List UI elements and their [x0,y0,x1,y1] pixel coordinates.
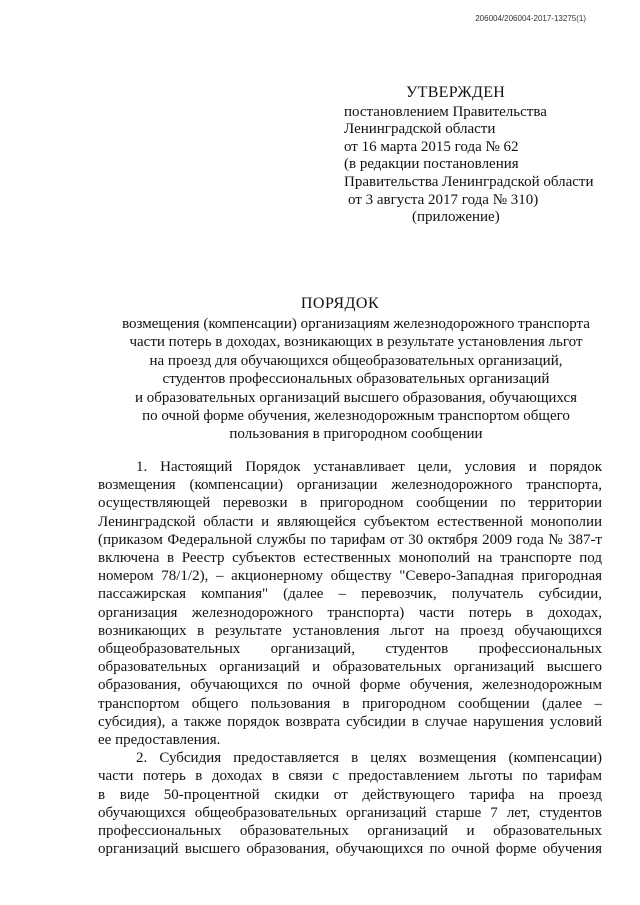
body-line: (приказом Федеральной службы по тарифам от 30 октября 2009 года № 387-т [98,531,602,548]
body-line: пассажирская компания" (далее – перевозчик, получатель субсидии, [98,586,602,603]
body-line: Ленинградской области и являющейся субъектом естественной монополии [98,513,602,530]
subtitle-line: студентов профессиональных образовательных организаций [162,371,550,388]
subtitle-line: пользования в пригородном сообщении [229,426,483,443]
body-line: общеобразовательных организаций, студентов профессиональных [98,641,602,658]
body-line: 2. Субсидия предоставляется в целях возмещения (компенсации) [136,750,602,767]
subtitle-line: части потерь в доходах, возникающих в результате установления льгот [129,334,583,351]
body-line: профессиональных образовательных организаций и образовательных [98,823,602,840]
body-line: части потерь в доходах в связи с предоставлением льготы по тарифам [98,768,602,785]
document-body [98,458,602,858]
body-line: номером 78/1/2), – акционерному обществу "Северо-Западная пригородная [98,568,602,585]
approval-line: от 3 августа 2017 года № 310) [348,191,539,208]
approval-line: (приложение) [412,209,500,226]
body-line: организаций высшего образования, обучающихся по очной форме обучения [98,841,602,858]
approval-line: от 16 марта 2015 года № 62 [344,138,519,155]
body-line: образовательных организаций и образовательных организаций высшего [98,659,602,676]
paragraph-1 [98,458,602,749]
body-line: включена в Реестр субъектов естественных монополий на транспорте под [98,550,602,567]
approval-line: постановлением Правительства [344,103,547,120]
body-line: образования, обучающихся по очной форме обучения, железнодорожным [98,677,602,694]
body-line: организация железнодорожного транспорта) части потерь в доходах, [98,604,602,621]
body-line: осуществляющей перевозки в пригородном сообщении по территории [98,495,602,512]
body-line: ее предоставления. [98,732,221,749]
paragraph-2 [98,749,602,858]
document-id: 206004/206004-2017-13275(1) [475,14,586,23]
subtitle-line: возмещения (компенсации) организациям железнодорожного транспорта [122,316,590,332]
body-line: транспортом общего пользования в пригородном сообщении (далее – [98,695,602,712]
body-line: обучающихся общеобразовательных организаций старше 7 лет, студентов [98,804,602,821]
order-title: ПОРЯДОК [300,295,380,312]
subtitle-line: по очной форме обучения, железнодорожным транспортом общего [142,408,570,425]
order-subtitle [86,315,626,444]
approval-line: Ленинградской области [344,121,496,138]
body-line: возникающих в результате установления льгот на проезд обучающихся [98,622,602,639]
approval-line: Правительства Ленинградской области [344,173,594,190]
approval-title: УТВЕРЖДЕН [406,84,506,101]
subtitle-line: на проезд для обучающихся общеобразовательных организаций, [149,352,563,369]
body-line: возмещения (компенсации) организации железнодорожного транспорта, [98,477,602,494]
approval-line: (в редакции постановления [344,156,519,173]
subtitle-line: и образовательных организаций высшего образования, обучающихся [134,389,578,406]
approval-block [344,84,624,227]
body-line: 1. Настоящий Порядок устанавливает цели, условия и порядок [136,459,602,475]
body-line: субсидия), а также порядок возврата субсидии в случае нарушения условий [98,713,602,730]
body-line: в виде 50-процентной скидки от действующего тарифа на проезд [98,786,602,803]
